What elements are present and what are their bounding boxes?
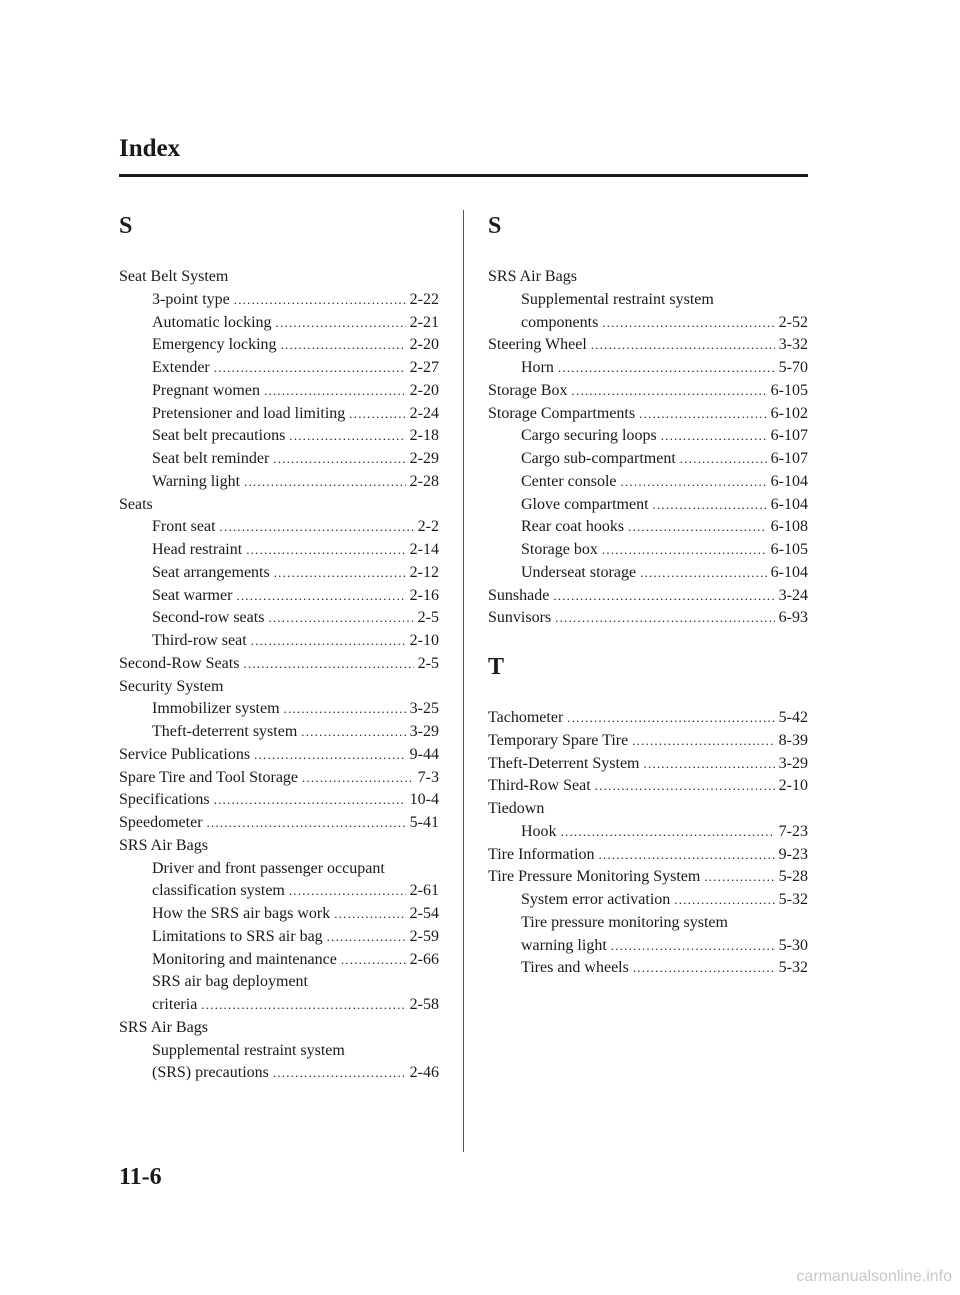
leader-dots: [341, 949, 406, 972]
index-subentry: [488, 357, 808, 380]
entry-text: Security System: [119, 677, 224, 695]
index-entry: [488, 334, 808, 357]
entry-page: 2-61: [409, 882, 439, 900]
leader-dots: [611, 935, 775, 958]
leader-dots: [214, 357, 406, 380]
entry-page: 3-24: [778, 586, 808, 604]
entry-page: 5-32: [778, 959, 808, 977]
leader-dots: [234, 289, 406, 312]
index-entry: [488, 844, 808, 867]
entry-text: Seat belt precautions: [152, 427, 286, 445]
index-subentry: [119, 698, 439, 721]
index-subentry: [488, 494, 808, 517]
entry-text: Pretensioner and load limiting: [152, 404, 346, 422]
entry-text: criteria: [152, 996, 198, 1013]
entry-page: 6-105: [770, 381, 808, 399]
index-subentry: [488, 448, 808, 471]
leader-dots: [567, 707, 774, 730]
index-subentry: [119, 858, 439, 881]
leader-dots: [276, 312, 406, 335]
leader-dots: [264, 380, 406, 403]
entry-page: 2-18: [409, 427, 439, 445]
index-entry: [119, 1017, 439, 1040]
leader-dots: [644, 753, 775, 776]
entry-page: 2-58: [409, 996, 439, 1013]
entry-page: 2-46: [409, 1064, 439, 1082]
entry-text: Storage Box: [488, 381, 568, 399]
entry-page: 2-52: [778, 313, 808, 331]
leader-dots: [201, 994, 405, 1017]
column-divider: [463, 210, 464, 1152]
leader-dots: [555, 607, 775, 630]
leader-dots: [207, 812, 406, 835]
leader-dots: [591, 334, 775, 357]
entry-text: Theft-deterrent system: [152, 723, 298, 740]
page-title: Index: [119, 135, 181, 162]
entry-page: 3-29: [409, 723, 439, 740]
index-subentry: [488, 957, 808, 980]
leader-dots: [640, 562, 767, 585]
entry-page: 3-25: [409, 700, 439, 718]
right-column: [488, 205, 808, 980]
leader-dots: [561, 821, 775, 844]
entry-text: Automatic locking: [152, 313, 272, 331]
index-subentry: [119, 1062, 439, 1085]
leader-dots: [236, 585, 405, 608]
entry-text: Tires and wheels: [521, 959, 629, 977]
leader-dots: [653, 494, 767, 517]
leader-dots: [639, 403, 767, 426]
index-entry: [488, 585, 808, 608]
leader-dots: [327, 926, 406, 949]
entry-text: Tachometer: [488, 709, 564, 726]
leader-dots: [628, 516, 767, 539]
entry-text: Second-Row Seats: [119, 654, 240, 672]
entry-text: Tire Pressure Monitoring System: [488, 868, 701, 886]
index-subentry: [119, 289, 439, 312]
entry-page: 7-3: [417, 768, 439, 786]
leader-dots: [674, 889, 774, 912]
index-subentry: [488, 562, 808, 585]
entry-page: 2-54: [409, 905, 439, 922]
leader-dots: [274, 562, 406, 585]
leader-dots: [220, 516, 414, 539]
entry-text: classification system: [152, 882, 285, 900]
index-subentry: [119, 448, 439, 471]
index-list-left: [119, 266, 439, 1085]
entry-text: Speedometer: [119, 814, 203, 831]
entry-text: Tire pressure monitoring system: [521, 913, 728, 931]
index-subentry: [488, 935, 808, 958]
index-entry: [119, 789, 439, 812]
entry-page: 8-39: [778, 731, 808, 749]
index-entry: [488, 866, 808, 889]
entry-page: 5-41: [409, 814, 439, 831]
entry-page: 2-28: [409, 472, 439, 490]
entry-page: 10-4: [409, 791, 439, 809]
entry-text: Supplemental restraint system: [521, 290, 714, 308]
entry-text: Glove compartment: [521, 495, 649, 513]
leader-dots: [334, 903, 405, 926]
index-subentry: [488, 889, 808, 912]
index-entry: [488, 266, 808, 289]
entry-text: Immobilizer system: [152, 700, 280, 718]
entry-page: 6-107: [770, 427, 808, 445]
leader-dots: [572, 380, 767, 403]
leader-dots: [273, 448, 405, 471]
entry-text: SRS Air Bags: [119, 836, 208, 854]
entry-text: Hook: [521, 822, 557, 840]
index-subentry: [119, 312, 439, 335]
index-list-right-t: [488, 707, 808, 980]
index-entry: [488, 775, 808, 798]
index-entry: [119, 767, 439, 790]
entry-page: 9-23: [778, 845, 808, 863]
entry-text: SRS Air Bags: [119, 1018, 208, 1036]
entry-page: 5-70: [778, 359, 808, 376]
leader-dots: [661, 425, 767, 448]
index-entry: [488, 707, 808, 730]
leader-dots: [558, 357, 775, 380]
entry-page: 2-21: [409, 313, 439, 331]
index-subentry: [119, 630, 439, 653]
index-subentry: [488, 821, 808, 844]
entry-page: 6-102: [770, 404, 808, 422]
entry-text: Service Publications: [119, 745, 251, 763]
index-entry: [119, 653, 439, 676]
index-entry: [119, 266, 439, 289]
index-subentry: [119, 926, 439, 949]
entry-text: Second-row seats: [152, 609, 265, 627]
leader-dots: [595, 775, 775, 798]
entry-text: Driver and front passenger occupant: [152, 859, 385, 877]
entry-text: Seat warmer: [152, 586, 233, 604]
index-entry: [488, 380, 808, 403]
index-subentry: [488, 539, 808, 562]
index-entry: [119, 676, 439, 699]
entry-page: 6-107: [770, 450, 808, 467]
entry-text: System error activation: [521, 891, 671, 908]
index-entry: [488, 753, 808, 776]
index-entry: [488, 798, 808, 821]
entry-page: 5-28: [778, 868, 808, 886]
entry-text: (SRS) precautions: [152, 1064, 269, 1082]
leader-dots: [246, 539, 405, 562]
leader-dots: [284, 698, 406, 721]
entry-page: 2-29: [409, 450, 439, 467]
index-subentry: [488, 289, 808, 312]
entry-page: 6-104: [770, 495, 808, 513]
entry-page: 2-22: [409, 290, 439, 308]
entry-page: 9-44: [409, 745, 439, 763]
entry-page: 2-12: [409, 563, 439, 581]
index-subentry: [119, 562, 439, 585]
index-subentry: [488, 471, 808, 494]
entry-text: Spare Tire and Tool Storage: [119, 768, 299, 786]
entry-text: Storage box: [521, 541, 598, 558]
entry-text: SRS Air Bags: [488, 268, 577, 285]
entry-text: Third-Row Seat: [488, 777, 591, 795]
entry-text: SRS air bag deployment: [152, 973, 308, 991]
entry-text: Monitoring and maintenance: [152, 950, 337, 968]
entry-page: 2-59: [409, 927, 439, 945]
index-entry: [119, 812, 439, 835]
entry-text: components: [521, 313, 599, 331]
leader-dots: [289, 880, 406, 903]
leader-dots: [602, 312, 774, 335]
index-subentry: [488, 912, 808, 935]
entry-page: 2-10: [409, 632, 439, 649]
entry-text: Seats: [119, 495, 153, 513]
index-subentry: [119, 516, 439, 539]
entry-text: Horn: [521, 359, 554, 376]
entry-text: Storage Compartments: [488, 404, 636, 422]
entry-page: 2-66: [409, 950, 439, 968]
page-number: 11-6: [119, 1164, 162, 1190]
entry-page: 6-93: [778, 609, 808, 627]
leader-dots: [680, 448, 767, 471]
index-subentry: [488, 312, 808, 335]
index-subentry: [119, 425, 439, 448]
entry-text: Warning light: [152, 472, 241, 490]
index-subentry: [119, 380, 439, 403]
index-subentry: [119, 1040, 439, 1063]
leader-dots: [244, 471, 406, 494]
entry-text: Tire Information: [488, 845, 595, 863]
entry-text: Cargo sub-compartment: [521, 450, 676, 467]
leader-dots: [553, 585, 774, 608]
entry-page: 2-27: [409, 359, 439, 376]
entry-text: Underseat storage: [521, 563, 637, 581]
entry-page: 2-16: [409, 586, 439, 604]
entry-page: 2-10: [778, 777, 808, 795]
entry-page: 6-104: [770, 563, 808, 581]
leader-dots: [302, 767, 414, 790]
index-subentry: [119, 539, 439, 562]
index-subentry: [119, 971, 439, 994]
entry-page: 2-20: [409, 336, 439, 354]
leader-dots: [273, 1062, 406, 1085]
entry-text: How the SRS air bags work: [152, 905, 331, 922]
entry-page: 6-104: [770, 472, 808, 490]
leader-dots: [704, 866, 774, 889]
entry-text: Steering Wheel: [488, 336, 587, 354]
left-column: [119, 205, 439, 1085]
index-entry: [488, 730, 808, 753]
entry-text: Front seat: [152, 518, 216, 536]
index-subentry: [119, 721, 439, 744]
index-subentry: [119, 585, 439, 608]
section-letter-t: T: [488, 654, 505, 680]
entry-page: 3-32: [778, 336, 808, 354]
index-subentry: [119, 471, 439, 494]
title-rule: [119, 174, 808, 177]
entry-text: Emergency locking: [152, 336, 277, 354]
entry-page: 7-23: [778, 822, 808, 840]
entry-page: 2-2: [417, 518, 439, 536]
index-subentry: [119, 403, 439, 426]
leader-dots: [632, 730, 774, 753]
entry-page: 2-20: [409, 381, 439, 399]
leader-dots: [289, 425, 405, 448]
section-letter-s-continued: S: [488, 213, 502, 239]
index-entry: [119, 835, 439, 858]
entry-page: 5-32: [778, 891, 808, 908]
index-entry: [119, 744, 439, 767]
index-subentry: [119, 334, 439, 357]
index-entry: [488, 607, 808, 630]
entry-page: 2-24: [409, 404, 439, 422]
index-list-right-s: [488, 266, 808, 630]
entry-text: warning light: [521, 936, 607, 954]
entry-text: Extender: [152, 359, 210, 376]
index-subentry: [119, 880, 439, 903]
leader-dots: [349, 403, 405, 426]
entry-page: 2-5: [417, 609, 439, 627]
index-subentry: [488, 516, 808, 539]
leader-dots: [621, 471, 767, 494]
index-entry: [488, 403, 808, 426]
leader-dots: [243, 653, 413, 676]
entry-text: 3-point type: [152, 290, 230, 308]
entry-text: Pregnant women: [152, 381, 260, 399]
entry-text: Cargo securing loops: [521, 427, 657, 445]
leader-dots: [599, 844, 775, 867]
entry-page: 6-108: [770, 518, 808, 536]
leader-dots: [301, 721, 405, 744]
leader-dots: [251, 630, 406, 653]
entry-text: Third-row seat: [152, 632, 247, 649]
entry-text: Sunvisors: [488, 609, 552, 627]
entry-page: 5-30: [778, 936, 808, 954]
entry-page: 6-105: [770, 541, 808, 558]
entry-text: Sunshade: [488, 586, 550, 604]
index-subentry: [119, 949, 439, 972]
leader-dots: [633, 957, 775, 980]
leader-dots: [281, 334, 406, 357]
entry-text: Temporary Spare Tire: [488, 731, 629, 749]
entry-text: Rear coat hooks: [521, 518, 625, 536]
index-subentry: [119, 903, 439, 926]
entry-text: Supplemental restraint system: [152, 1041, 345, 1059]
leader-dots: [254, 744, 406, 767]
entry-text: Limitations to SRS air bag: [152, 927, 323, 945]
leader-dots: [602, 539, 767, 562]
index-entry: [119, 494, 439, 517]
index-subentry: [488, 425, 808, 448]
entry-page: 3-29: [778, 754, 808, 772]
watermark: carmanualsonline.info: [796, 1268, 952, 1285]
entry-text: Tiedown: [488, 800, 545, 817]
entry-text: Theft-Deterrent System: [488, 754, 640, 772]
entry-text: Seat arrangements: [152, 563, 270, 581]
entry-text: Seat Belt System: [119, 268, 229, 285]
index-subentry: [119, 994, 439, 1017]
leader-dots: [214, 789, 406, 812]
entry-text: Specifications: [119, 791, 210, 809]
entry-page: 5-42: [778, 709, 808, 726]
entry-text: Center console: [521, 472, 617, 490]
entry-text: Head restraint: [152, 541, 243, 558]
entry-page: 2-5: [417, 654, 439, 672]
index-subentry: [119, 357, 439, 380]
entry-page: 2-14: [409, 541, 439, 558]
section-letter-s: S: [119, 213, 133, 239]
index-subentry: [119, 607, 439, 630]
entry-text: Seat belt reminder: [152, 450, 270, 467]
leader-dots: [268, 607, 413, 630]
